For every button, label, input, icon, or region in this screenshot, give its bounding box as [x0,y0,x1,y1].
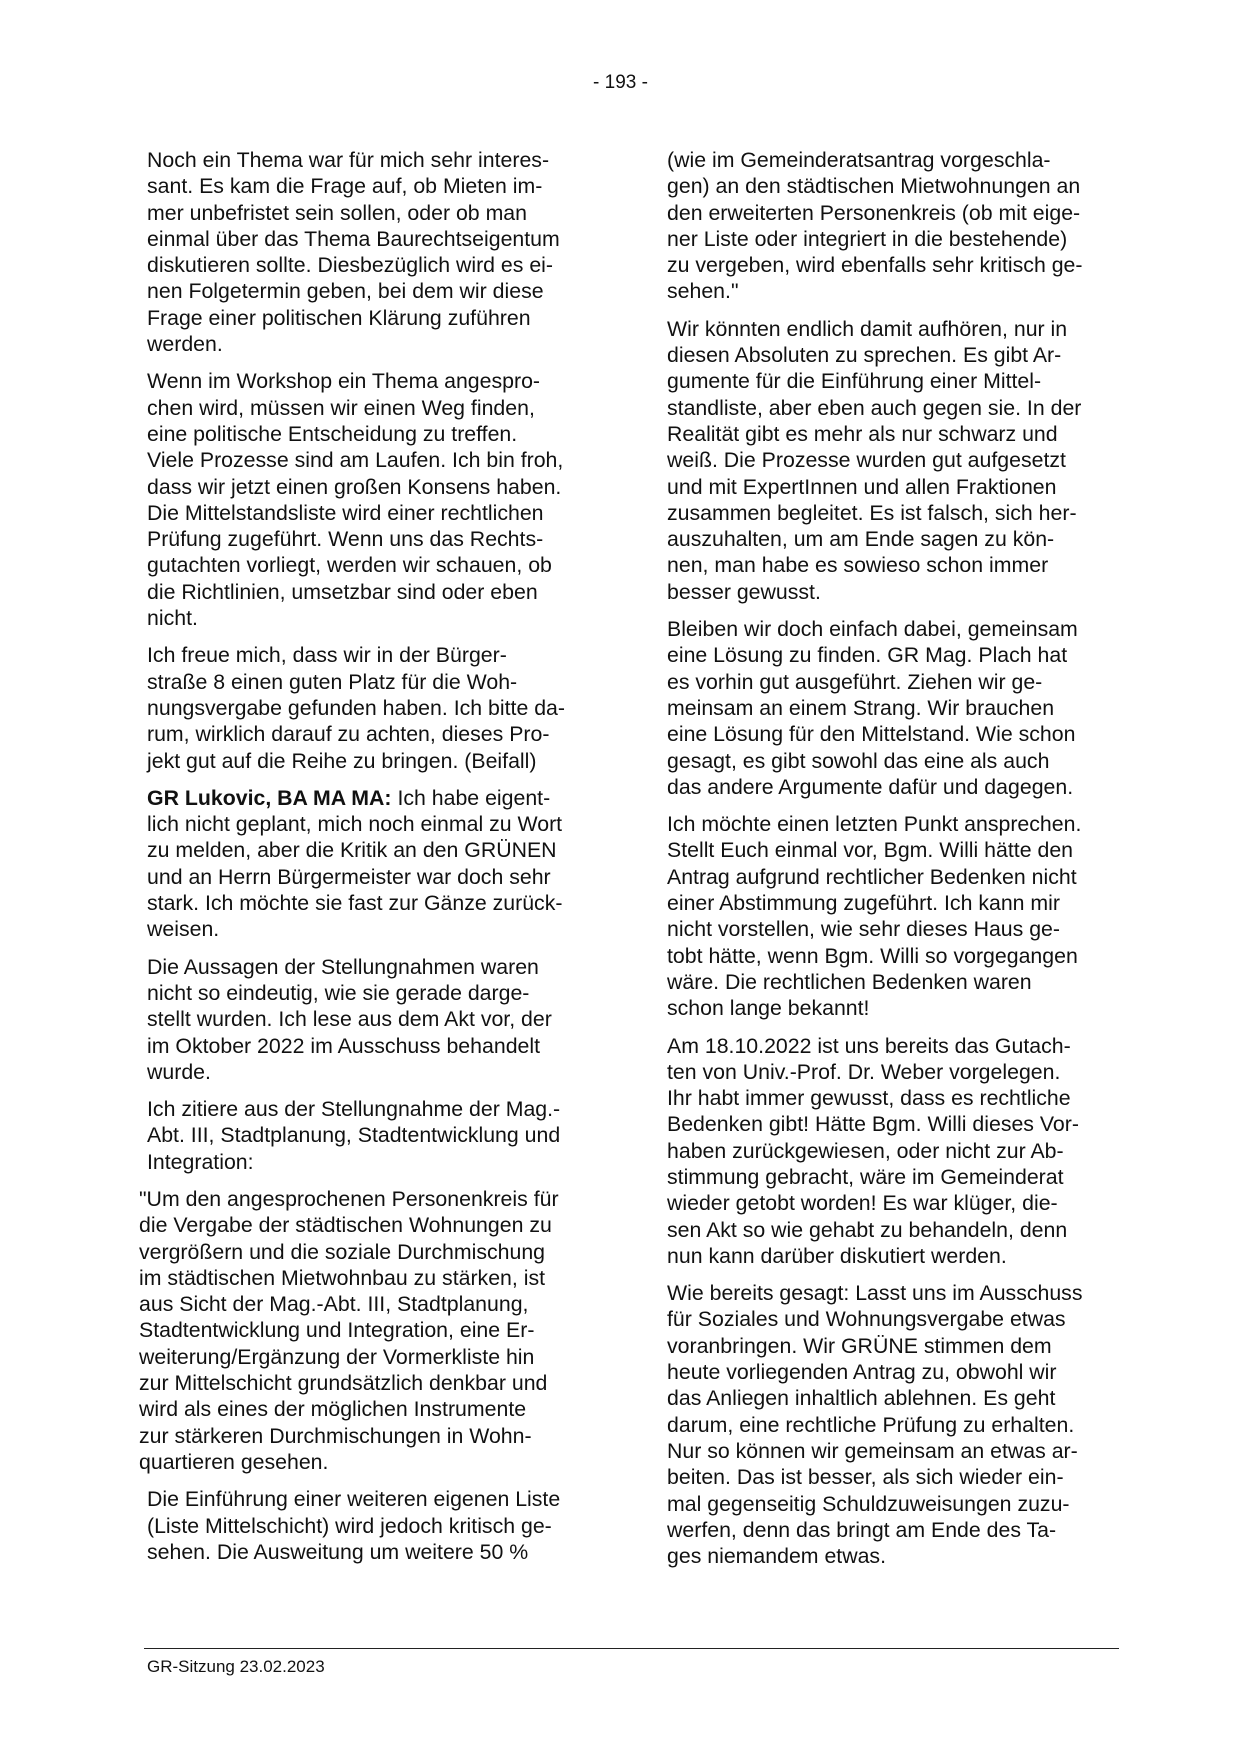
quote-paragraph: "Um den angesprochenen Personenkreis für die Vergabe der städtischen Wohnungen zu vergrößern und die soziale Durchmischung im städtischen Mietwohnbau zu stärken, ist aus Sicht der Mag.-Abt. III, Stadtplanung, Stadtentwicklung und Integration, eine Er- weiterung/Ergänzung der Vormerkliste hin zur Mittelschicht grundsätzlich denkbar und wird als eines der möglichen Instrumente zur stärkeren Durchmischungen in Wohn- quartieren gesehen. [139,1186,559,1474]
paragraph: Ich möchte einen letzten Punkt ansprechen. Stellt Euch einmal vor, Bgm. Willi hätte den Antrag aufgrund rechtlicher Bedenken nicht einer Abstimmung zugeführt. Ich kann mir nicht vorstellen, wie sehr dieses Haus ge- tobt hätte, wenn Bgm. Willi so vorgegangen wäre. Die rechtlichen Bedenken waren schon lange bekannt! [667,812,1082,1021]
footer-divider [144,1648,1119,1649]
paragraph: Ich zitiere aus der Stellungnahme der Mag.- Abt. III, Stadtplanung, Stadtentwicklung und Integration: [147,1097,561,1174]
left-column [139,147,595,1576]
page-number: - 193 - [593,72,648,93]
paragraph: Ich freue mich, dass wir in der Bürger- straße 8 einen guten Platz für die Woh- nungsvergabe gefunden haben. Ich bitte da- rum, wirklich darauf zu achten, dieses Pro- jekt gut auf die Reihe zu bringen. (Beifall) [147,643,565,773]
paragraph: Bleiben wir doch einfach dabei, gemeinsam eine Lösung zu finden. GR Mag. Plach hat es vorhin gut ausgeführt. Ziehen wir ge- meinsam an einem Strang. Wir brauchen eine Lösung für den Mittelstand. Wie schon gesagt, es gibt sowohl das eine als auch das andere Argumente dafür und dagegen. [667,617,1078,799]
paragraph: (wie im Gemeinderatsantrag vorgeschla- gen) an den städtischen Mietwohnungen an den erweiterten Personenkreis (ob mit eige- ner Liste oder integriert in die bestehende) zu vergeben, wird ebenfalls sehr kritisch ge- sehen." [667,148,1083,304]
paragraph: Noch ein Thema war für mich sehr interes- sant. Es kam die Frage auf, ob Mieten im- mer unbefristet sein sollen, oder ob man einmal über das Thema Baurechtseigentum diskutieren sollte. Diesbezüglich wird es ei- nen Folgetermin geben, bei dem wir diese Frage einer politischen Klärung zuführen werden. [147,148,560,357]
paragraph: Die Einführung einer weiteren eigenen Liste (Liste Mittelschicht) wird jedoch kritisch ge- sehen. Die Ausweitung um weitere 50 % [147,1487,561,1564]
paragraph: Die Aussagen der Stellungnahmen waren nicht so eindeutig, wie sie gerade darge- stellt wurden. Ich lese aus dem Akt vor, der im Oktober 2022 im Ausschuss behandelt wurde. [147,954,552,1084]
footer-text: GR-Sitzung 23.02.2023 [147,1657,325,1676]
speaker-name: GR Lukovic, BA MA MA: [147,785,392,810]
paragraph: Wie bereits gesagt: Lasst uns im Ausschuss für Soziales und Wohnungsvergabe etwas voranbringen. Wir GRÜNE stimmen dem heute vorliegenden Antrag zu, obwohl wir das Anliegen inhaltlich ablehnen. Es geht darum, eine rechtliche Prüfung zu erhalten. Nur so können wir gemeinsam an etwas ar- beiten. Das ist besser, als sich wieder ein- mal gegenseitig Schuldzuweisungen zuzu- werfen, denn das bringt am Ende des Ta- ges niemandem etwas. [667,1281,1083,1569]
speaker-text: Ich habe eigent- lich nicht geplant, mich noch einmal zu Wort zu melden, aber die Kritik an den GRÜNEN und an Herrn Bürgermeister war doch sehr stark. Ich möchte sie fast zur Gänze zurück- weisen. [147,785,563,942]
right-column [667,147,1119,1580]
paragraph: Wir könnten endlich damit aufhören, nur in diesen Absoluten zu sprechen. Es gibt Ar- gumente für die Einführung einer Mittel- standliste, aber eben auch gegen sie. In der Realität gibt es mehr als nur schwarz und weiß. Die Prozesse wurden gut aufgesetzt und mit ExpertInnen und allen Fraktionen zusammen begleitet. Es ist falsch, sich her- auszuhalten, um am Ende sagen zu kön- nen, man habe es sowieso schon immer besser gewusst. [667,316,1082,604]
paragraph: Wenn im Workshop ein Thema angespro- chen wird, müssen wir einen Weg finden, eine politische Entscheidung zu treffen. Viele Prozesse sind am Laufen. Ich bin froh, dass wir jetzt einen großen Konsens haben. Die Mittelstandsliste wird einer rechtlichen Prüfung zugeführt. Wenn uns das Rechts- gutachten vorliegt, werden wir schauen, ob die Richtlinien, umsetzbar sind oder eben nicht. [147,369,564,631]
speaker-paragraph [147,785,595,943]
paragraph: Am 18.10.2022 ist uns bereits das Gutach- ten von Univ.-Prof. Dr. Weber vorgelegen. Ihr habt immer gewusst, dass es rechtliche Bedenken gibt! Hätte Bgm. Willi dieses Vor- haben zurückgewiesen, oder nicht zur Ab- stimmung gebracht, wäre im Gemeinderat wieder getobt worden! Es war klüger, die- sen Akt so wie gehabt zu behandeln, denn nun kann darüber diskutiert werden. [667,1033,1079,1268]
